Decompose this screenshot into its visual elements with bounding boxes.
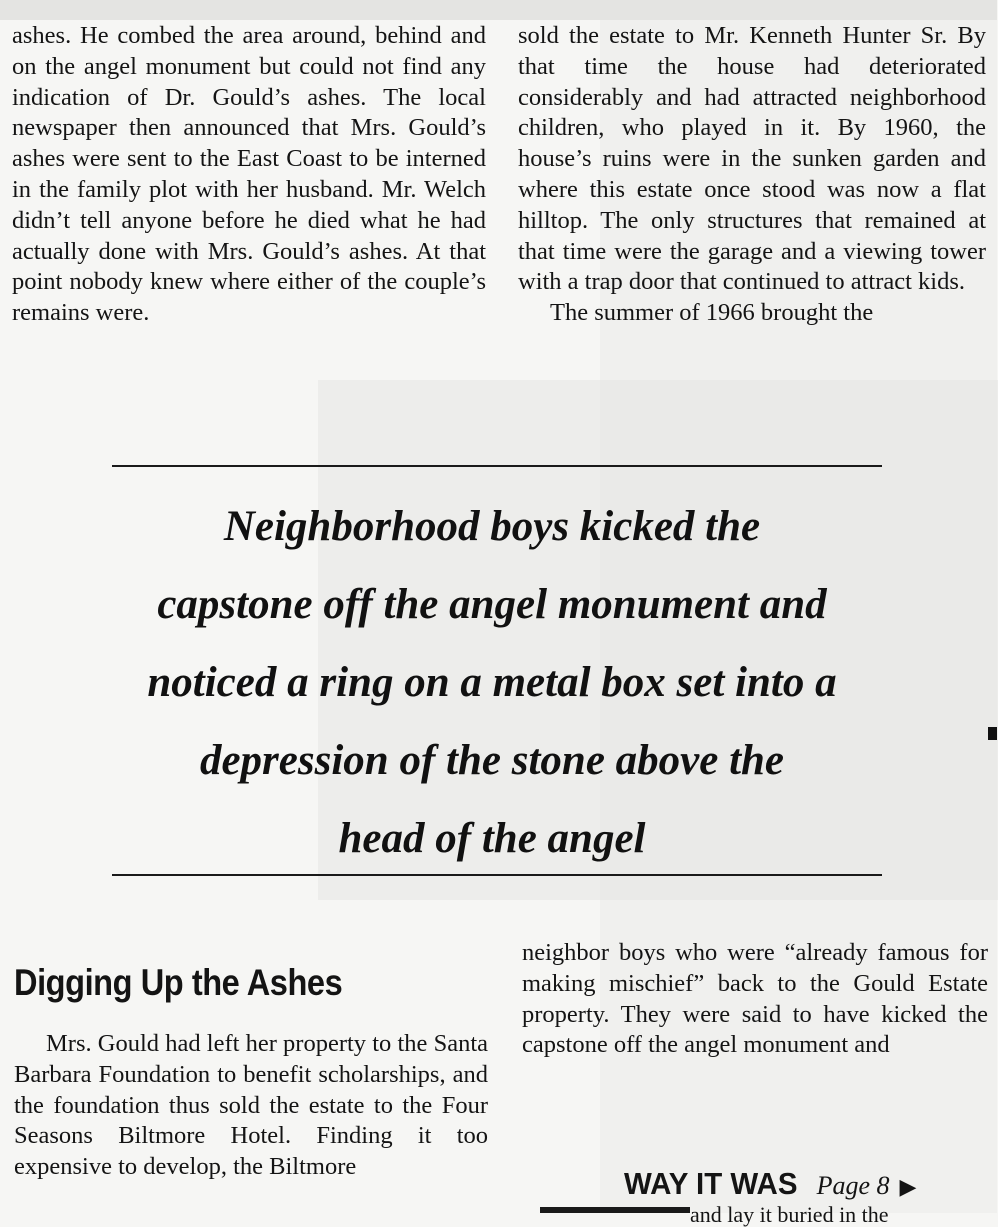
column-left-top — [12, 21, 486, 329]
paragraph: sold the estate to Mr. Kenneth Hunter Sr. By that time the house had deteriorated considerably and had attracted neighborhood children, who played in it. By 1960, the house’s ruins were in the sunken garden and where this estate once stood was now a flat hilltop. The only structures that remained at that time were the garage and a viewing tower with a trap door that continued to attract kids. — [518, 22, 986, 296]
paragraph: ashes. He combed the area around, behind and on the angel monument but could not find any indication of Dr. Gould’s ashes. The local newspaper then announced that Mrs. Gould’s ashes were sent to the East Coast to be interned in the family plot with her husband. Mr. Welch didn’t tell anyone before he died what he had actually done with Mrs. Gould’s ashes. At that point nobody knew where either of the couple’s remains were. — [12, 22, 486, 327]
paragraph: Mrs. Gould had left her property to the Santa Barbara Foundation to benefit scholarships, and the foundation thus sold the estate to the Four Seasons Biltmore Hotel. Finding it too expensive to develop, the Biltmore — [14, 1030, 488, 1181]
column-right-top — [518, 21, 986, 329]
pull-quote — [30, 488, 954, 878]
pull-quote-line: noticed a ring on a metal box set into a — [147, 659, 837, 706]
section-heading: Digging Up the Ashes — [14, 962, 343, 1003]
jump-label: WAY IT WAS — [624, 1166, 798, 1201]
cut-off-text-line: and lay it buried in the — [690, 1202, 889, 1227]
paragraph: neighbor boys who were “already famous for making mischief” back to the Gould Estate property. They were said to have kicked the capstone off the angel monument and — [522, 939, 988, 1059]
edge-mark — [988, 727, 997, 740]
pullquote-rule-bottom — [112, 874, 882, 876]
continued-jump-line — [624, 1166, 916, 1202]
bottom-bar — [540, 1207, 690, 1213]
paragraph: The summer of 1966 brought the — [550, 299, 874, 327]
arrow-right-icon: ▶ — [899, 1174, 917, 1199]
pullquote-rule-top — [112, 465, 882, 467]
column-right-bottom — [522, 938, 988, 1061]
pull-quote-line: depression of the stone above the — [199, 737, 785, 784]
pull-quote-line: head of the angel — [338, 815, 646, 862]
pull-quote-line: Neighborhood boys kicked the — [223, 503, 761, 550]
pull-quote-line: capstone off the angel monument and — [157, 581, 827, 628]
column-left-bottom — [14, 1029, 488, 1183]
jump-page: Page 8 — [816, 1171, 890, 1200]
